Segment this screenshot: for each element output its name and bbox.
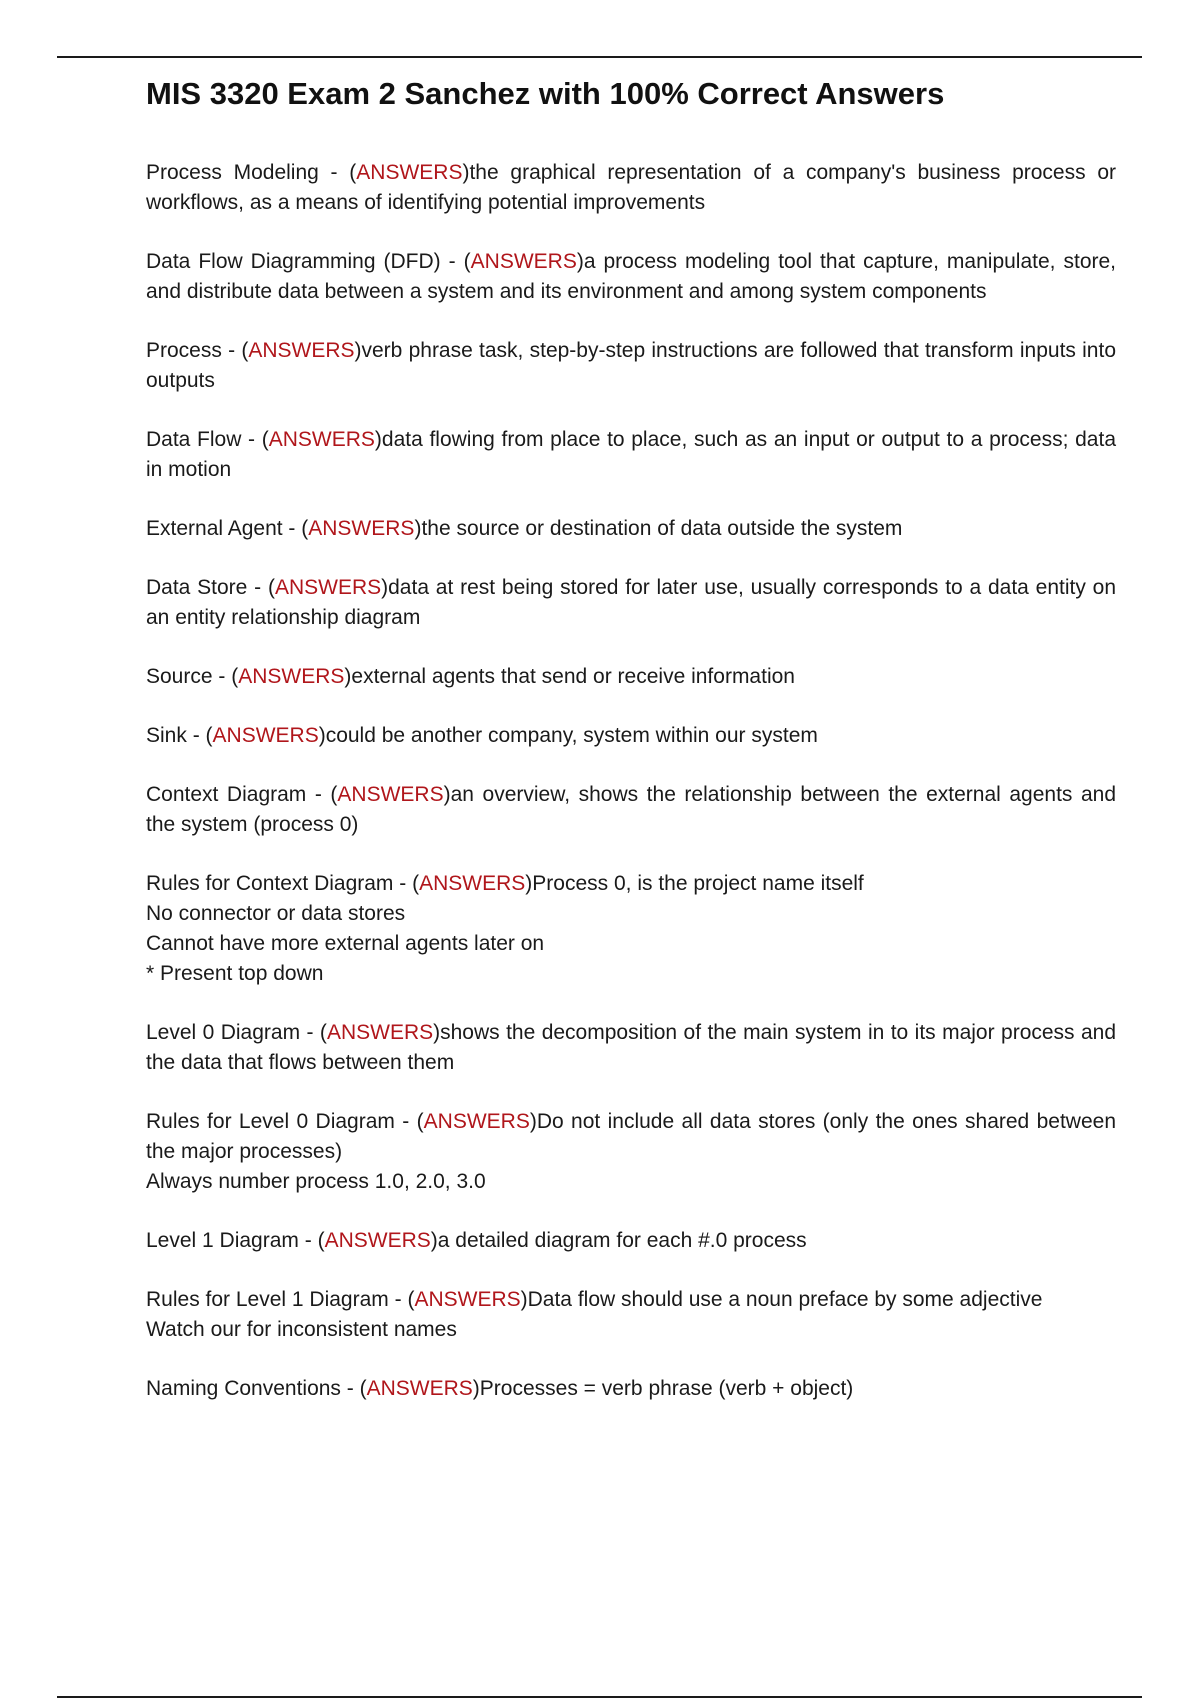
answers-marker: ANSWERS (248, 339, 355, 362)
entry-term: Process Modeling (146, 161, 319, 184)
answers-marker: ANSWERS (337, 783, 444, 806)
qa-entry: Data Store - (ANSWERS)data at rest being stored for later use, usually corresponds to a data entity on an entity relationship diagram (146, 576, 1117, 629)
entry-extra-line: Cannot have more external agents later on (146, 932, 545, 955)
entry-term: Sink (146, 724, 187, 747)
entry-term: Rules for Context Diagram (146, 872, 394, 895)
answers-marker: ANSWERS (423, 1110, 530, 1133)
qa-entry: Process - (ANSWERS)verb phrase task, step-by-step instructions are followed that transform inputs into outputs (146, 339, 1116, 392)
qa-entry: Data Flow - (ANSWERS)data flowing from place to place, such as an input or output to a process; data in motion (146, 428, 1116, 481)
entry-answer: Do not include all data stores (only the ones shared between the major processes) (146, 1110, 1117, 1163)
answers-marker: ANSWERS (419, 872, 526, 895)
qa-entry: Naming Conventions - (ANSWERS)Processes = verb phrase (verb + object) (146, 1377, 854, 1400)
qa-entry: Sink - (ANSWERS)could be another company, system within our system (146, 724, 818, 747)
answers-marker: ANSWERS (324, 1229, 431, 1252)
entry-answer: a detailed diagram for each #.0 process (437, 1229, 807, 1252)
qa-entry: Rules for Level 1 Diagram - (ANSWERS)Data flow should use a noun preface by some adjective Watch our for inconsistent names (146, 1285, 1116, 1345)
entry-term: Data Flow Diagramming (DFD) (146, 250, 441, 273)
entry-term: Data Flow (146, 428, 242, 451)
qa-list (146, 158, 1116, 1404)
document-page (146, 72, 1116, 1433)
entry-answer: Data flow should use a noun preface by some adjective (527, 1288, 1043, 1311)
entry-extra-line: Always number process 1.0, 2.0, 3.0 (146, 1170, 486, 1193)
entry-answer: shows the decomposition of the main system in to its major process and the data that flows between them (146, 1021, 1117, 1074)
entry-term: Level 1 Diagram (146, 1229, 299, 1252)
entry-answer: an overview, shows the relationship between the external agents and the system (process 0) (146, 783, 1117, 836)
entry-answer: data at rest being stored for later use, usually corresponds to a data entity on an entity relationship diagram (146, 576, 1117, 629)
qa-entry: External Agent - (ANSWERS)the source or destination of data outside the system (146, 517, 903, 540)
entry-answer: Process 0, is the project name itself (532, 872, 864, 895)
entry-extra-line: No connector or data stores (146, 902, 406, 925)
entry-extra-line: * Present top down (146, 962, 324, 985)
entry-term: Process (146, 339, 222, 362)
entry-term: Rules for Level 0 Diagram (146, 1110, 395, 1133)
answers-marker: ANSWERS (366, 1377, 473, 1400)
entry-term: Data Store (146, 576, 248, 599)
qa-entry: Data Flow Diagramming (DFD) - (ANSWERS)a process modeling tool that capture, manipulate, store, and distribute data between a system and its environment and among system components (146, 250, 1117, 303)
qa-entry: Level 0 Diagram - (ANSWERS)shows the decomposition of the main system in to its major process and the data that flows between them (146, 1021, 1117, 1074)
qa-entry: Rules for Level 0 Diagram - (ANSWERS)Do not include all data stores (only the ones shared between the major processes) Always number process 1.0, 2.0, 3.0 (146, 1107, 1116, 1197)
document-title: MIS 3320 Exam 2 Sanchez with 100% Correct Answers (146, 76, 945, 111)
answers-marker: ANSWERS (308, 517, 415, 540)
entry-extra-line: Watch our for inconsistent names (146, 1318, 457, 1341)
answers-marker: ANSWERS (238, 665, 345, 688)
qa-entry: Level 1 Diagram - (ANSWERS)a detailed diagram for each #.0 process (146, 1229, 807, 1252)
answers-marker: ANSWERS (470, 250, 577, 273)
entry-answer: Processes = verb phrase (verb + object) (479, 1377, 854, 1400)
qa-entry: Context Diagram - (ANSWERS)an overview, shows the relationship between the external agents and the system (process 0) (146, 783, 1117, 836)
answers-marker: ANSWERS (326, 1021, 434, 1044)
entry-term: External Agent (146, 517, 283, 540)
answers-marker: ANSWERS (274, 576, 382, 599)
entry-term: Level 0 Diagram (146, 1021, 301, 1044)
entry-answer: verb phrase task, step-by-step instructions are followed that transform inputs into outputs (146, 339, 1116, 392)
answers-marker: ANSWERS (268, 428, 375, 451)
entry-answer: data flowing from place to place, such as an input or output to a process; data in motion (146, 428, 1116, 481)
entry-answer: external agents that send or receive information (351, 665, 795, 688)
bottom-divider (57, 1696, 1142, 1698)
qa-entry: Rules for Context Diagram - (ANSWERS)Process 0, is the project name itself No connector or data stores Cannot have more external agents later on * Present top down (146, 869, 1116, 989)
entry-answer: the source or destination of data outside the system (421, 517, 903, 540)
entry-term: Context Diagram (146, 783, 307, 806)
qa-entry: Process Modeling - (ANSWERS)the graphical representation of a company's business process or workflows, as a means of identifying potential improvements (146, 161, 1117, 214)
entry-answer: the graphical representation of a company's business process or workflows, as a means of identifying potential improvements (146, 161, 1117, 214)
entry-answer: a process modeling tool that capture, manipulate, store, and distribute data between a system and its environment and among system components (146, 250, 1117, 303)
entry-term: Naming Conventions (146, 1377, 341, 1400)
answers-marker: ANSWERS (212, 724, 319, 747)
entry-term: Source (146, 665, 213, 688)
qa-entry: Source - (ANSWERS)external agents that send or receive information (146, 665, 795, 688)
answers-marker: ANSWERS (356, 161, 463, 184)
entry-answer: could be another company, system within our system (325, 724, 818, 747)
top-divider (57, 56, 1142, 58)
answers-marker: ANSWERS (414, 1288, 521, 1311)
entry-term: Rules for Level 1 Diagram (146, 1288, 389, 1311)
